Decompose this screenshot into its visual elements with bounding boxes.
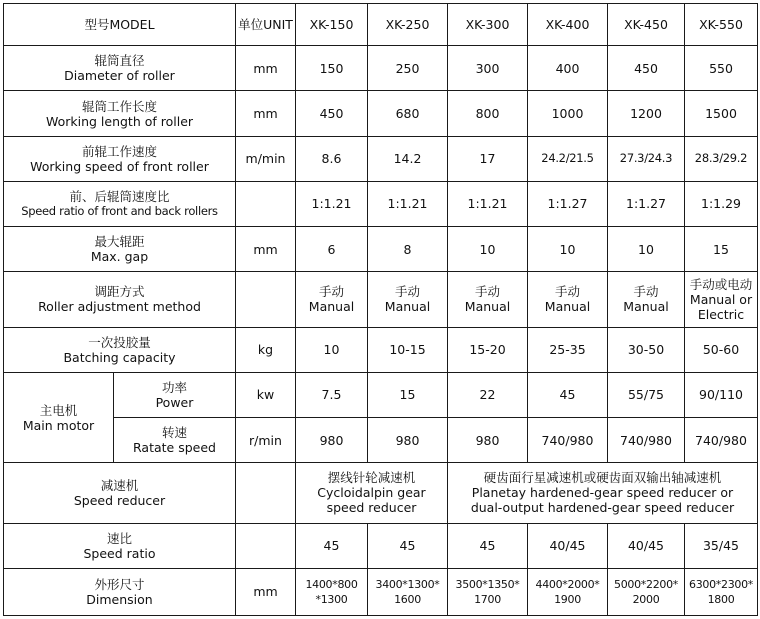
reducer-en: Planetay hardened-gear speed reducer or [471, 485, 734, 501]
value-zh: 手动 [633, 284, 659, 300]
value-cell [528, 568, 608, 615]
sub-row-label [114, 418, 236, 463]
dimension-line: 2000 [632, 592, 660, 606]
unit-cell [236, 272, 296, 327]
table-row [4, 272, 758, 327]
dimension-line: 1700 [474, 592, 501, 606]
row-label-zh: 前、后辊筒速度比 [69, 188, 170, 204]
value-cell: 15 [685, 227, 758, 272]
value-cell: 450 [608, 46, 685, 91]
value-cell: 50-60 [685, 327, 758, 372]
value-cell: 980 [296, 418, 368, 463]
row-label-zh: 外形尺寸 [94, 576, 145, 592]
sub-label-zh: 转速 [161, 425, 187, 441]
value-cell [608, 272, 685, 327]
value-cell: 980 [448, 418, 528, 463]
table-row [4, 327, 758, 372]
value-cell: 1:1.27 [608, 181, 685, 226]
value-zh: 手动 [474, 284, 500, 300]
value-cell: 90/110 [685, 372, 758, 417]
value-cell [368, 272, 448, 327]
value-cell [448, 568, 528, 615]
value-en: Manual [623, 299, 669, 315]
sub-label-en: Ratate speed [133, 440, 216, 456]
value-cell: 8 [368, 227, 448, 272]
value-cell: 1000 [528, 91, 608, 136]
dimension-line: 3500*1350* [455, 577, 520, 591]
unit-cell: mm [236, 568, 296, 615]
reducer-en: Cycloidalpin gear [317, 485, 426, 501]
value-cell: 8.6 [296, 136, 368, 181]
value-cell: 740/980 [685, 418, 758, 463]
value-cell: 1200 [608, 91, 685, 136]
value-cell: 300 [448, 46, 528, 91]
value-cell: 10 [608, 227, 685, 272]
value-cell: 45 [368, 523, 448, 568]
table-row [4, 418, 758, 463]
dimension-line: 1600 [394, 592, 421, 606]
table-row [4, 46, 758, 91]
reducer-group-b [448, 463, 758, 523]
unit-cell: kg [236, 327, 296, 372]
unit-cell: r/min [236, 418, 296, 463]
model-name: XK-400 [528, 4, 608, 46]
row-label-zh: 辊筒工作长度 [81, 98, 157, 114]
table-row [4, 372, 758, 417]
value-cell: 1:1.21 [448, 181, 528, 226]
unit-cell: kw [236, 372, 296, 417]
value-cell: 10 [296, 327, 368, 372]
row-label [4, 523, 236, 568]
reducer-zh: 摆线针轮减速机 [327, 470, 416, 486]
value-cell: 740/980 [528, 418, 608, 463]
value-cell: 35/45 [685, 523, 758, 568]
table-row [4, 463, 758, 523]
unit-cell [236, 523, 296, 568]
reducer-en: speed reducer [326, 500, 417, 516]
table-row [4, 91, 758, 136]
table-row [4, 181, 758, 226]
row-label-en: Batching capacity [63, 349, 176, 365]
value-cell: 250 [368, 46, 448, 91]
row-label [4, 272, 236, 327]
row-label-en: Speed reducer [73, 492, 166, 508]
value-zh: 手动 [318, 284, 344, 300]
value-cell [296, 568, 368, 615]
value-cell: 550 [685, 46, 758, 91]
value-cell: 400 [528, 46, 608, 91]
value-en: Manual [384, 299, 431, 315]
value-cell [448, 272, 528, 327]
dimension-line: 5000*2200* [614, 577, 678, 591]
value-cell [296, 272, 368, 327]
value-cell: 28.3/29.2 [685, 136, 758, 181]
value-cell: 450 [296, 91, 368, 136]
row-label [4, 181, 236, 226]
sub-label-en: Power [155, 394, 194, 410]
value-cell: 7.5 [296, 372, 368, 417]
row-label-en: Working speed of front roller [30, 158, 209, 174]
value-cell: 40/45 [608, 523, 685, 568]
row-label [4, 136, 236, 181]
value-zh: 手动或电动 [689, 276, 753, 292]
value-cell: 15 [368, 372, 448, 417]
value-cell: 40/45 [528, 523, 608, 568]
value-cell: 800 [448, 91, 528, 136]
header-row [4, 4, 758, 46]
row-label [4, 46, 236, 91]
unit-cell: mm [236, 227, 296, 272]
dimension-line: 1400*800 [305, 577, 358, 591]
value-cell: 1500 [685, 91, 758, 136]
row-label [4, 91, 236, 136]
dimension-line: 3400*1300* [375, 577, 440, 591]
value-cell [608, 568, 685, 615]
value-en: Manual [308, 299, 355, 315]
table-row [4, 136, 758, 181]
row-label-en: Speed ratio [83, 545, 156, 561]
value-en: Electric [697, 306, 745, 322]
value-cell: 14.2 [368, 136, 448, 181]
value-cell: 22 [448, 372, 528, 417]
value-cell: 24.2/21.5 [528, 136, 608, 181]
dimension-line: 4400*2000* [535, 577, 600, 591]
value-cell: 15-20 [448, 327, 528, 372]
unit-cell: mm [236, 91, 296, 136]
row-label-en: Roller adjustment method [38, 299, 201, 315]
unit-cell: m/min [236, 136, 296, 181]
row-label-en: Dimension [86, 591, 153, 607]
value-cell [685, 568, 758, 615]
dimension-line: 1800 [707, 592, 735, 606]
value-cell: 1:1.27 [528, 181, 608, 226]
row-label-zh: 前辊工作速度 [81, 143, 157, 159]
reducer-group-a [296, 463, 448, 523]
sub-label-zh: 功率 [161, 379, 187, 395]
group-label-zh: 主电机 [39, 402, 78, 418]
row-label-zh: 减速机 [100, 477, 139, 493]
value-cell: 27.3/24.3 [608, 136, 685, 181]
dimension-line: 6300*2300* [689, 577, 753, 591]
value-en: Manual [544, 299, 591, 315]
model-name: XK-300 [448, 4, 528, 46]
model-name: XK-250 [368, 4, 448, 46]
unit-header: 单位UNIT [236, 4, 296, 46]
value-cell: 980 [368, 418, 448, 463]
value-cell: 30-50 [608, 327, 685, 372]
reducer-zh: 硬齿面行星减速机或硬齿面双输出轴减速机 [483, 470, 722, 486]
model-header: 型号MODEL [4, 4, 236, 46]
value-cell: 1:1.21 [368, 181, 448, 226]
value-cell: 45 [448, 523, 528, 568]
value-cell: 10 [448, 227, 528, 272]
dimension-line: *1300 [315, 592, 348, 606]
table-row [4, 568, 758, 615]
model-name: XK-550 [685, 4, 758, 46]
row-label-zh: 速比 [106, 530, 132, 546]
reducer-en: dual-output hardened-gear speed reducer [470, 500, 735, 516]
unit-cell [236, 181, 296, 226]
table-row [4, 227, 758, 272]
value-cell: 740/980 [608, 418, 685, 463]
row-label-zh: 调距方式 [94, 284, 145, 300]
value-cell: 10 [528, 227, 608, 272]
unit-cell [236, 463, 296, 523]
group-label-en: Main motor [22, 417, 95, 433]
spec-table [3, 3, 758, 616]
value-cell: 17 [448, 136, 528, 181]
row-label-en: Speed ratio of front and back rollers [21, 203, 218, 218]
value-cell: 1:1.21 [296, 181, 368, 226]
value-cell: 55/75 [608, 372, 685, 417]
group-label-main-motor [4, 372, 114, 462]
row-label [4, 463, 236, 523]
value-cell: 25-35 [528, 327, 608, 372]
row-label [4, 327, 236, 372]
row-label-en: Diameter of roller [64, 68, 175, 84]
dimension-line: 1900 [554, 592, 581, 606]
row-label [4, 568, 236, 615]
value-cell: 150 [296, 46, 368, 91]
row-label-en: Max. gap [90, 249, 149, 265]
value-cell [528, 272, 608, 327]
value-zh: 手动 [394, 284, 420, 300]
value-cell: 45 [528, 372, 608, 417]
table-row [4, 523, 758, 568]
row-label-en: Working length of roller [45, 113, 194, 129]
row-label [4, 227, 236, 272]
unit-cell: mm [236, 46, 296, 91]
value-cell [685, 272, 758, 327]
value-cell [368, 568, 448, 615]
sub-row-label [114, 372, 236, 417]
row-label-zh: 一次投胶量 [88, 334, 151, 350]
row-label-zh: 最大辊距 [94, 234, 145, 250]
model-name: XK-450 [608, 4, 685, 46]
value-cell: 45 [296, 523, 368, 568]
row-label-zh: 辊筒直径 [94, 53, 145, 69]
value-en: Manual [464, 299, 511, 315]
value-cell: 1:1.29 [685, 181, 758, 226]
value-cell: 680 [368, 91, 448, 136]
value-en: Manual or [689, 291, 753, 307]
value-zh: 手动 [554, 284, 580, 300]
value-cell: 10-15 [368, 327, 448, 372]
model-name: XK-150 [296, 4, 368, 46]
value-cell: 6 [296, 227, 368, 272]
